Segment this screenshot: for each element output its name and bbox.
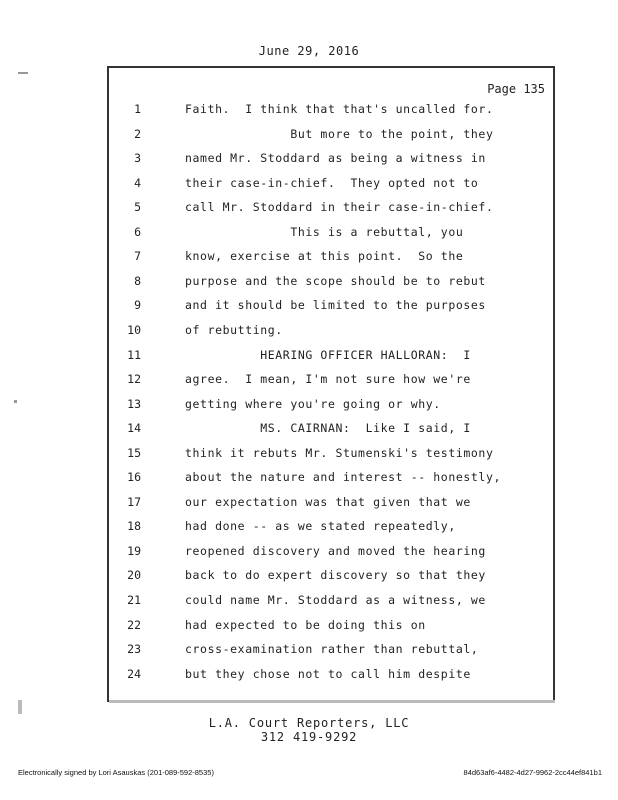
- line-number: 23: [127, 642, 141, 657]
- transcript-line: [109, 151, 553, 171]
- transcript-line: [109, 249, 553, 269]
- transcript-line: [109, 642, 553, 662]
- line-text: reopened discovery and moved the hearing: [185, 543, 486, 558]
- transcript-line: [109, 102, 553, 122]
- transcript-line: [109, 568, 553, 588]
- transcript-line: [109, 544, 553, 564]
- line-number: 13: [127, 396, 141, 411]
- frame-shadow: [109, 700, 555, 703]
- line-text: cross-examination rather than rebuttal,: [185, 642, 479, 657]
- line-text: back to do expert discovery so that they: [185, 568, 486, 583]
- reporter-phone: 312 419-9292: [260, 730, 358, 744]
- transcript-line: [109, 372, 553, 392]
- transcript-line: [109, 519, 553, 539]
- line-text: know, exercise at this point. So the: [185, 249, 464, 264]
- line-number: 19: [127, 543, 141, 558]
- scan-speck: [14, 400, 17, 403]
- e-signature: Electronically signed by Lori Asauskas (201-089-592-8535): [18, 768, 214, 777]
- transcript-line: [109, 618, 553, 638]
- line-text: purpose and the scope should be to rebut: [185, 273, 486, 288]
- line-text: think it rebuts Mr. Stumenski's testimony: [185, 445, 494, 460]
- transcript-line: [109, 176, 553, 196]
- line-text: But more to the point, they: [185, 126, 494, 141]
- line-text: had done -- as we stated repeatedly,: [185, 519, 456, 534]
- line-text: had expected to be doing this on: [185, 617, 426, 632]
- line-text: HEARING OFFICER HALLORAN: I: [185, 347, 471, 362]
- transcript-line: [109, 200, 553, 220]
- line-number: 6: [134, 224, 141, 239]
- scan-speck: [18, 72, 28, 74]
- transcript-line: [109, 323, 553, 343]
- line-text: Faith. I think that that's uncalled for.: [185, 102, 494, 116]
- line-text: named Mr. Stoddard as being a witness in: [185, 151, 486, 166]
- line-number: 2: [134, 126, 141, 141]
- page-date: June 29, 2016: [258, 44, 360, 58]
- line-number: 24: [127, 666, 141, 681]
- reporter-name: L.A. Court Reporters, LLC: [208, 716, 410, 730]
- line-number: 5: [134, 200, 141, 215]
- line-text: our expectation was that given that we: [185, 494, 471, 509]
- transcript-line: [109, 421, 553, 441]
- line-text: This is a rebuttal, you: [185, 224, 464, 239]
- line-text: about the nature and interest -- honestly,: [185, 470, 501, 485]
- line-number: 10: [127, 322, 141, 337]
- transcript-line: [109, 348, 553, 368]
- line-number: 17: [127, 494, 141, 509]
- line-text: their case-in-chief. They opted not to: [185, 175, 479, 190]
- line-text: but they chose not to call him despite: [185, 666, 471, 681]
- line-number: 7: [134, 249, 141, 264]
- transcript-line: [109, 470, 553, 490]
- line-text: getting where you're going or why.: [185, 396, 441, 411]
- scan-speck: [18, 700, 22, 714]
- line-number: 14: [127, 421, 141, 436]
- line-number: 1: [134, 102, 141, 116]
- line-text: could name Mr. Stoddard as a witness, we: [185, 593, 486, 607]
- transcript-line: [109, 667, 553, 687]
- line-number: 16: [127, 470, 141, 485]
- line-text: agree. I mean, I'm not sure how we're: [185, 372, 471, 387]
- line-number: 20: [127, 568, 141, 583]
- line-number: 11: [127, 347, 141, 362]
- transcript-line: [109, 397, 553, 417]
- transcript-line: [109, 225, 553, 245]
- document-hash: 84d63af6-4482-4d27-9962-2cc44ef841b1: [463, 768, 602, 777]
- line-number: 3: [134, 151, 141, 166]
- transcript-line: [109, 298, 553, 318]
- transcript-line: [109, 495, 553, 515]
- line-number: 12: [127, 372, 141, 387]
- line-number: 18: [127, 519, 141, 534]
- line-text: and it should be limited to the purposes: [185, 298, 486, 313]
- page-number: Page 135: [487, 82, 545, 96]
- line-number: 21: [127, 593, 141, 607]
- transcript-line: [109, 127, 553, 147]
- line-text: call Mr. Stoddard in their case-in-chief.: [185, 200, 494, 215]
- line-text: MS. CAIRNAN: Like I said, I: [185, 421, 471, 436]
- transcript-frame: [107, 66, 555, 702]
- line-number: 9: [134, 298, 141, 313]
- transcript-line: [109, 593, 553, 613]
- line-number: 4: [134, 175, 141, 190]
- transcript-line: [109, 274, 553, 294]
- reporter-footer: [0, 716, 618, 744]
- line-number: 15: [127, 445, 141, 460]
- line-number: 8: [134, 273, 141, 288]
- line-text: of rebutting.: [185, 322, 283, 337]
- line-number: 22: [127, 617, 141, 632]
- transcript-line: [109, 446, 553, 466]
